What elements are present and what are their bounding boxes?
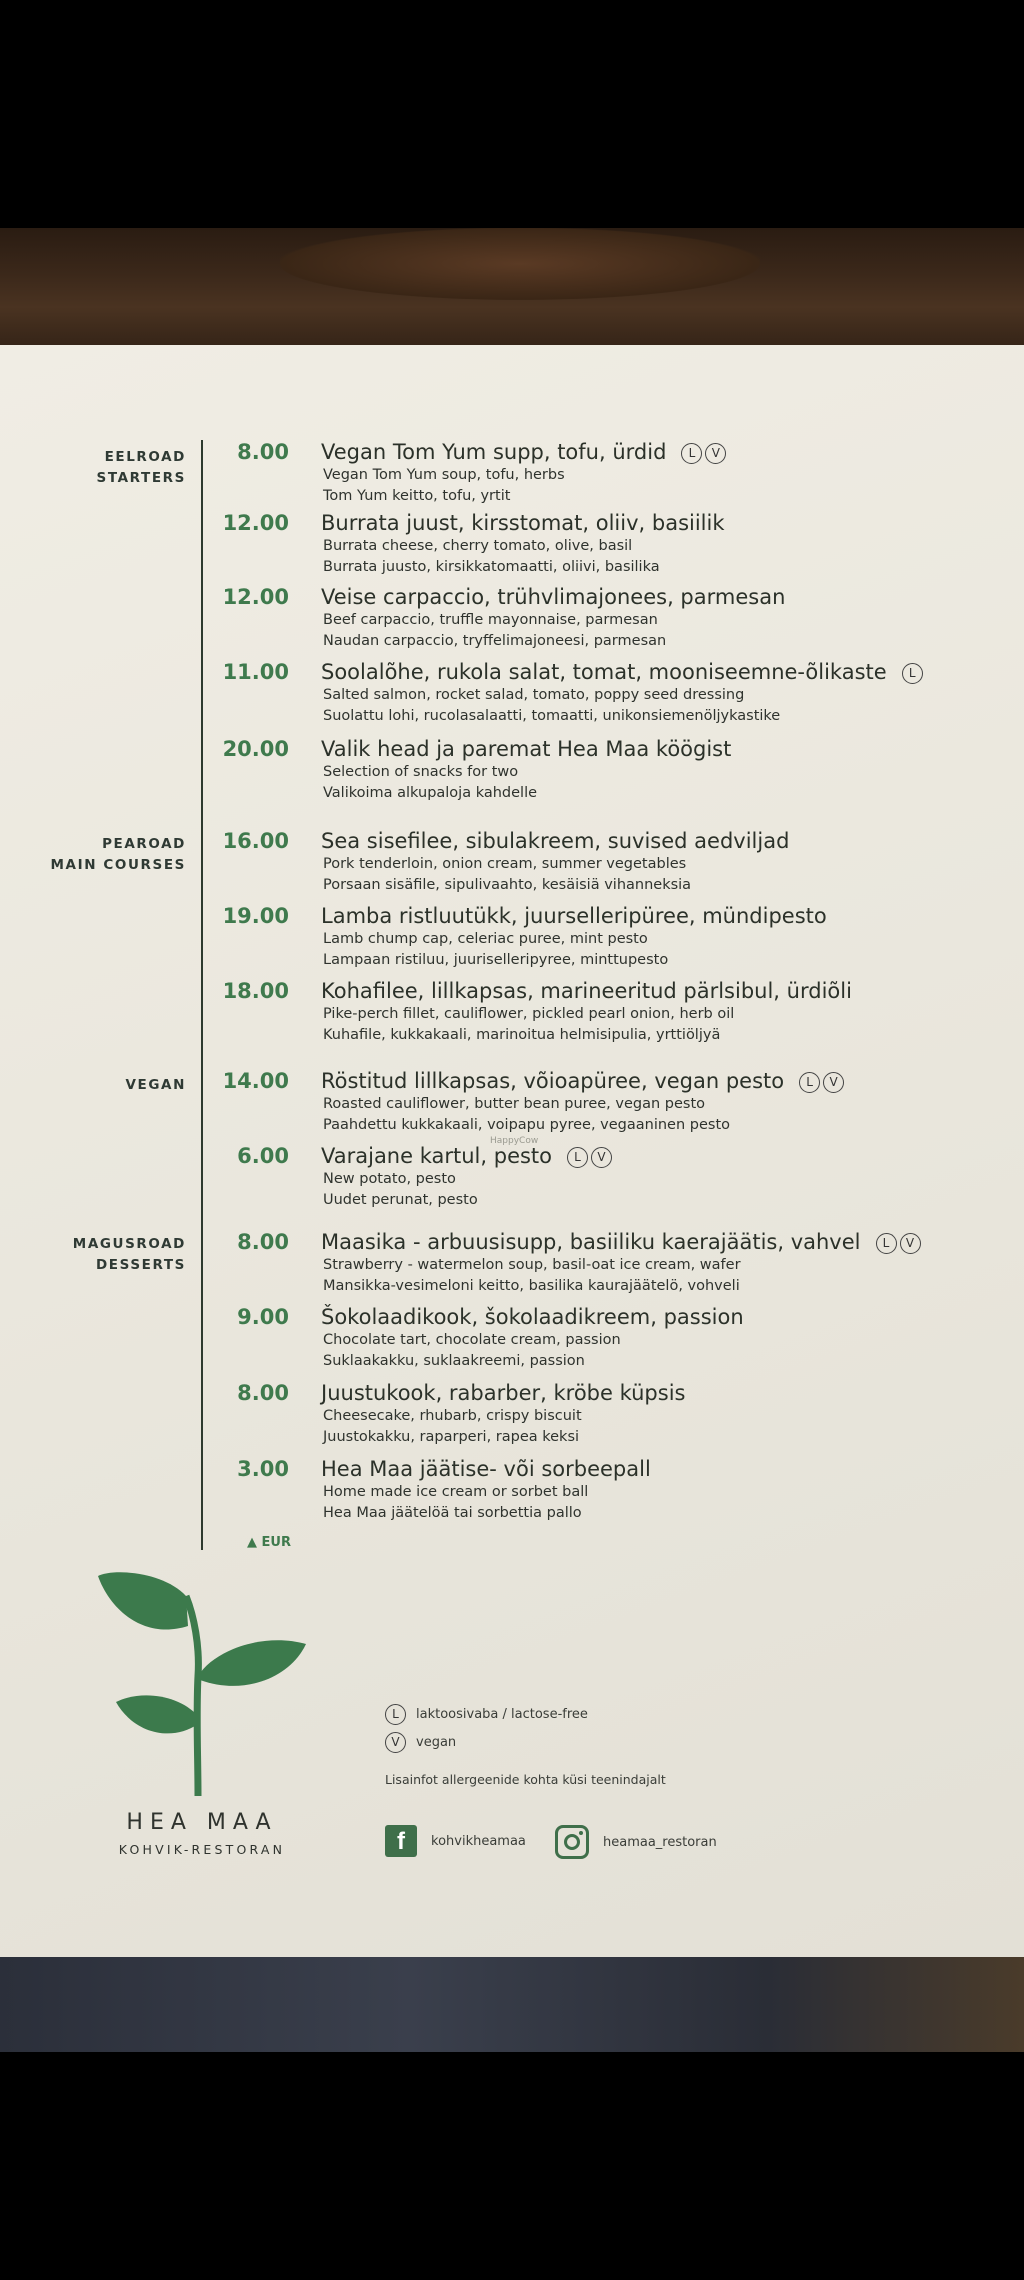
- vegan-badge-icon: V: [823, 1072, 844, 1093]
- item-price: 14.00: [222, 1069, 289, 1093]
- diet-badges: [899, 660, 923, 684]
- item-name-text: Veise carpaccio, trühvlimajonees, parmesan: [321, 585, 786, 609]
- item-description-fi: Suolattu lohi, rucolasalaatti, tomaatti, unikonsiemenöljykastike: [323, 708, 781, 724]
- item-description-fi: Juustokakku, raparperi, rapea keksi: [323, 1429, 580, 1445]
- diet-badges: [873, 1230, 921, 1254]
- item-price: 8.00: [237, 440, 289, 464]
- item-description-fi: Naudan carpaccio, tryffelimajoneesi, parmesan: [323, 633, 667, 649]
- wooden-table-background: [0, 228, 1024, 360]
- item-description-fi: Valikoima alkupaloja kahdelle: [323, 785, 538, 801]
- item-price: 9.00: [237, 1305, 289, 1329]
- table-background-bottom: [0, 1957, 1024, 2052]
- item-price: 11.00: [222, 660, 289, 684]
- brand-subtitle: KOHVIK-RESTORAN: [118, 1842, 286, 1857]
- item-description-en: Strawberry - watermelon soup, basil-oat ice cream, wafer: [323, 1257, 741, 1273]
- item-name-text: Kohafilee, lillkapsas, marineeritud pärlsibul, ürdiõli: [321, 979, 852, 1003]
- brand-name: HEA MAA: [126, 1810, 278, 1835]
- item-name: [321, 511, 725, 535]
- item-description-fi: Uudet perunat, pesto: [323, 1192, 478, 1208]
- section-label-desserts: MAGUSROAD DESSERTS: [72, 1236, 186, 1273]
- item-name: [321, 660, 923, 684]
- vegan-badge-icon: V: [705, 443, 726, 464]
- item-description-en: Pork tenderloin, onion cream, summer vegetables: [323, 856, 687, 872]
- item-description-en: Home made ice cream or sorbet ball: [323, 1484, 589, 1500]
- vegan-badge-icon: V: [900, 1233, 921, 1254]
- item-name-text: Burrata juust, kirsstomat, oliiv, basiilik: [321, 511, 725, 535]
- vegan-icon: V: [385, 1732, 406, 1753]
- item-description-en: New potato, pesto: [323, 1171, 456, 1187]
- section-label-starters: EELROAD STARTERS: [96, 449, 186, 486]
- item-name-text: Sea sisefilee, sibulakreem, suvised aedviljad: [321, 829, 790, 853]
- item-description-en: Pike-perch fillet, cauliflower, pickled pearl onion, herb oil: [323, 1006, 735, 1022]
- item-price: 20.00: [222, 737, 289, 761]
- facebook-icon: f: [385, 1825, 417, 1857]
- item-description-en: Beef carpaccio, truffle mayonnaise, parmesan: [323, 612, 658, 628]
- item-name-text: Vegan Tom Yum supp, tofu, ürdid: [321, 440, 667, 464]
- item-name-text: Soolalõhe, rukola salat, tomat, mooniseemne-õlikaste: [321, 660, 887, 684]
- item-name: [321, 904, 827, 928]
- item-name-text: Lamba ristluutükk, juurselleripüree, mündipesto: [321, 904, 827, 928]
- item-description-fi: Porsaan sisäfile, sipulivaahto, kesäisiä vihanneksia: [323, 877, 692, 893]
- item-description-fi: Mansikka-vesimeloni keitto, basilika kaurajäätelö, vohveli: [323, 1278, 740, 1294]
- diet-badges: [564, 1144, 612, 1168]
- item-description-en: Cheesecake, rhubarb, crispy biscuit: [323, 1408, 582, 1424]
- item-description-en: Salted salmon, rocket salad, tomato, poppy seed dressing: [323, 687, 745, 703]
- item-description-en: Lamb chump cap, celeriac puree, mint pesto: [323, 931, 648, 947]
- item-description-fi: Lampaan ristiluu, juuriselleripyree, minttupesto: [323, 952, 669, 968]
- item-name: [321, 585, 785, 609]
- instagram-handle: heamaa_restoran: [555, 1825, 717, 1859]
- item-name-text: Šokolaadikook, šokolaadikreem, passion: [321, 1305, 744, 1329]
- item-name-text: Varajane kartul, pesto: [321, 1144, 553, 1168]
- watermark-text: HappyCow: [490, 1136, 539, 1146]
- item-name: [321, 737, 731, 761]
- item-name: [321, 1381, 685, 1405]
- menu-divider-line: [201, 440, 203, 1550]
- item-name: [321, 1457, 651, 1481]
- item-description-fi: Tom Yum keitto, tofu, yrtit: [323, 488, 511, 504]
- item-name-text: Maasika - arbuusisupp, basiiliku kaerajäätis, vahvel: [321, 1230, 861, 1254]
- item-name: [321, 829, 789, 853]
- item-description-fi: Hea Maa jäätelöä tai sorbettia pallo: [323, 1505, 582, 1521]
- facebook-handle: f kohvikheamaa: [385, 1825, 526, 1857]
- item-name: [321, 1230, 921, 1254]
- item-description-fi: Burrata juusto, kirsikkatomaatti, oliivi, basilika: [323, 559, 660, 575]
- allergen-note: Lisainfot allergeenide kohta küsi teenindajalt: [385, 1772, 666, 1787]
- legend-lactose-free: L laktoosivaba / lactose-free: [385, 1704, 588, 1725]
- item-description-fi: Suklaakakku, suklaakreemi, passion: [323, 1353, 585, 1369]
- item-description-en: Chocolate tart, chocolate cream, passion: [323, 1332, 621, 1348]
- lactose-free-badge-icon: L: [567, 1147, 588, 1168]
- diet-badges: [678, 440, 726, 464]
- item-price: 12.00: [222, 511, 289, 535]
- item-name: [321, 1144, 612, 1168]
- item-name-text: Röstitud lillkapsas, võioapüree, vegan pesto: [321, 1069, 785, 1093]
- item-price: 8.00: [237, 1230, 289, 1254]
- item-description-fi: Paahdettu kukkakaali, voipapu pyree, vegaaninen pesto: [323, 1117, 731, 1133]
- lactose-free-icon: L: [385, 1704, 406, 1725]
- item-description-en: Selection of snacks for two: [323, 764, 519, 780]
- vegan-badge-icon: V: [591, 1147, 612, 1168]
- item-description-en: Roasted cauliflower, butter bean puree, vegan pesto: [323, 1096, 706, 1112]
- legend-vegan: V vegan: [385, 1732, 456, 1753]
- item-name-text: Valik head ja paremat Hea Maa köögist: [321, 737, 732, 761]
- item-description-fi: Kuhafile, kukkakaali, marinoitua helmisipulia, yrttiöljyä: [323, 1027, 721, 1043]
- lactose-free-badge-icon: L: [681, 443, 702, 464]
- currency-note: ▲ EUR: [247, 1535, 291, 1550]
- item-name-text: Juustukook, rabarber, kröbe küpsis: [321, 1381, 686, 1405]
- leaf-logo-icon: [94, 1566, 314, 1806]
- item-name: [321, 440, 726, 464]
- item-price: 12.00: [222, 585, 289, 609]
- item-name: [321, 1305, 744, 1329]
- item-name-text: Hea Maa jäätise- või sorbeepall: [321, 1457, 651, 1481]
- item-description-en: Burrata cheese, cherry tomato, olive, basil: [323, 538, 633, 554]
- section-label-main-courses: PEAROAD MAIN COURSES: [50, 836, 186, 873]
- item-price: 3.00: [237, 1457, 289, 1481]
- item-description-en: Vegan Tom Yum soup, tofu, herbs: [323, 467, 565, 483]
- diet-badges: [796, 1069, 844, 1093]
- lactose-free-badge-icon: L: [799, 1072, 820, 1093]
- item-name: [321, 979, 852, 1003]
- item-price: 6.00: [237, 1144, 289, 1168]
- lactose-free-badge-icon: L: [902, 663, 923, 684]
- item-name: [321, 1069, 844, 1093]
- section-label-vegan: VEGAN: [125, 1077, 186, 1093]
- item-price: 8.00: [237, 1381, 289, 1405]
- instagram-icon: [555, 1825, 589, 1859]
- item-price: 19.00: [222, 904, 289, 928]
- lactose-free-badge-icon: L: [876, 1233, 897, 1254]
- item-price: 16.00: [222, 829, 289, 853]
- item-price: 18.00: [222, 979, 289, 1003]
